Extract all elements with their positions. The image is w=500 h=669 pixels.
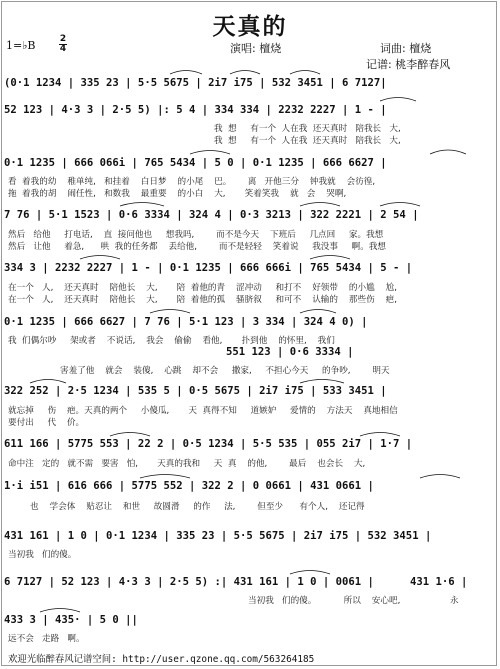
score-row-5-lyric-1: 在一个 人, 还天真时 陪他长 大, 陪 着他的青 涩冲动 和打不 好领带 的小尴 尬,	[8, 283, 397, 293]
score-row-13-notes: 431 1·6 |	[410, 576, 468, 588]
slur-arc	[290, 571, 330, 575]
slur-arc	[360, 433, 400, 437]
score-row-3-lyric-1: 看 着我的幼 稚单纯, 和挂着 白日梦 的小尾 巴。 离 开他三分 钟我就 会彷徨,	[8, 177, 376, 187]
score-row-7-lyric-1: 害羞了他 就会 装傻, 心跳 却不会 撒家, 不担心今天 的争吵, 明天	[60, 366, 390, 376]
score-row-2-notes: 52 123 | 4·3 3 | 2·5 5) |: 5 4 | 334 334 | 2232 2227 | 1 - |	[4, 104, 387, 116]
slur-arc	[300, 310, 336, 314]
score-row-11-notes: 431 161 | 1 0 | 0·1 1234 | 335 23 | 5·5 5675 | 2i7 i75 | 532 3451 |	[4, 530, 432, 542]
score-row-4-lyric-2: 然后 让他 着急, 哄 我的任务都 丢给他, 而不是轻轻 笑着说 我没事 啊。我想	[8, 242, 387, 252]
score-row-6-notes: 0·1 1235 | 666 6627 | 7 76 | 5·1 123 | 3 334 | 324 4 0) |	[4, 316, 368, 328]
transcriber-credit: 记谱: 桃李醉春风	[366, 58, 451, 71]
score-row-5-notes: 334 3 | 2232 2227 | 1 - | 0·1 1235 | 666 666i | 765 5434 | 5 - |	[4, 262, 413, 274]
score-row-14-lyric-1: 远不会 走路 啊。	[8, 634, 85, 644]
score-row-14-notes: 433 3 | 435· | 5 0 ||	[4, 614, 138, 626]
slur-arc	[150, 310, 190, 314]
score-row-11-lyric-1: 当初我 们的傻。	[8, 550, 77, 560]
slur-arc	[140, 475, 190, 479]
singer-credit: 演唱: 檀烧	[230, 42, 282, 55]
score-row-3-lyric-2: 拖 着我的胡 闹任性, 和数我 最重要 的小白 大, 笑着笑我 就 会 哭啊,	[8, 189, 347, 199]
slur-arc	[310, 256, 350, 260]
slur-arc	[80, 256, 120, 260]
slur-arc	[190, 151, 230, 155]
score-row-1-notes: (0·1 1234 | 335 23 | 5·5 5675 | 2i7 i75 | 532 3451 | 6 7127|	[4, 77, 387, 89]
score-row-6-lyric-1: 我 们偶尔吵 架或者 不说话, 我会 偷偷 看他, 扑到他 的怀里, 我们	[8, 336, 335, 346]
score-row-8-lyric-1: 就忘掉 伤 疤。天真的两个 小傻瓜, 天 真得不知 道嫉妒 爱情的 方法天 真地相信	[8, 406, 398, 416]
time-signature-bottom: 4	[59, 44, 67, 54]
score-row-3-notes: 0·1 1235 | 666 066i | 765 5434 | 5 0 | 0·1 1235 | 666 6627 |	[4, 157, 387, 169]
score-row-9-lyric-1: 命中注 定的 就不需 要害 怕, 天真的我和 天 真 的他, 最后 也会长 大,	[8, 459, 366, 469]
slur-arc	[290, 71, 320, 75]
key-signature: 1=♭B	[6, 39, 36, 52]
lyricist-credit: 词曲: 檀烧	[380, 42, 432, 55]
slur-arc	[170, 71, 202, 75]
slur-arc	[110, 433, 150, 437]
score-row-8-lyric-2: 要付出 代 价。	[8, 418, 85, 428]
score-row-2-lyric-1: 我 想 有一个 人在我 还天真时 陪我长 大,	[214, 124, 401, 134]
slur-arc	[380, 98, 416, 102]
slur-arc	[300, 380, 344, 384]
slur-arc	[120, 203, 164, 207]
score-row-9-notes: 611 166 | 5775 553 | 22 2 | 0·5 1234 | 5·5 535 | 055 2i7 | 1·7 |	[4, 438, 413, 450]
time-signature-top: 2	[59, 34, 67, 44]
score-row-8-notes: 322 252 | 2·5 1234 | 535 5 | 0·5 5675 | 2i7 i75 | 533 3451 |	[4, 385, 387, 397]
slur-arc	[30, 380, 66, 384]
score-row-4-notes: 7 76 | 5·1 1523 | 0·6 3334 | 324 4 | 0·3 3213 | 322 2221 | 2 54 |	[4, 209, 419, 221]
score-row-10-notes: 1·i i51 | 616 666 | 5775 552 | 322 2 | 0 0661 | 431 0661 |	[4, 480, 374, 492]
score-row-4-lyric-1: 然后 给他 打电话, 直 接问他也 想我吗, 而不是今天 下班后 几点回 家。我想	[8, 230, 384, 240]
slur-arc	[300, 203, 340, 207]
slur-arc	[420, 475, 460, 479]
score-row-7-notes: 551 123 | 0·6 3334 |	[226, 346, 354, 358]
score-row-12-lyric-1: 当初我 们的傻。 所以 安心吧,	[248, 596, 401, 606]
score-row-12-notes: 6 7127 | 52 123 | 4·3 3 | 2·5 5) :| 431 161 | 1 0 | 0061 |	[4, 576, 374, 588]
score-row-13-lyric-1: 永	[450, 596, 459, 606]
slur-arc	[230, 71, 260, 75]
song-title: 天真的	[212, 14, 288, 40]
footer-credit: 欢迎光临醉春风记谱空间: http://user.qzone.qq.com/563264185	[8, 654, 315, 665]
score-row-10-lyric-1: 也 学会体 贴忍让 和世 故圆滑 的作 法, 但至少 有个人, 还记得	[30, 502, 365, 512]
score-row-5-lyric-2: 在一个 人, 还天真时 陪他长 大, 陪 着他的孤 骚脐叙 和可不 认输的 那些伤 疤,	[8, 295, 397, 305]
slur-arc	[380, 203, 420, 207]
score-row-2-lyric-2: 我 想 有一个 人在我 还天真时 陪我长 大,	[214, 136, 401, 146]
slur-arc	[430, 150, 466, 154]
slur-arc	[40, 609, 80, 613]
